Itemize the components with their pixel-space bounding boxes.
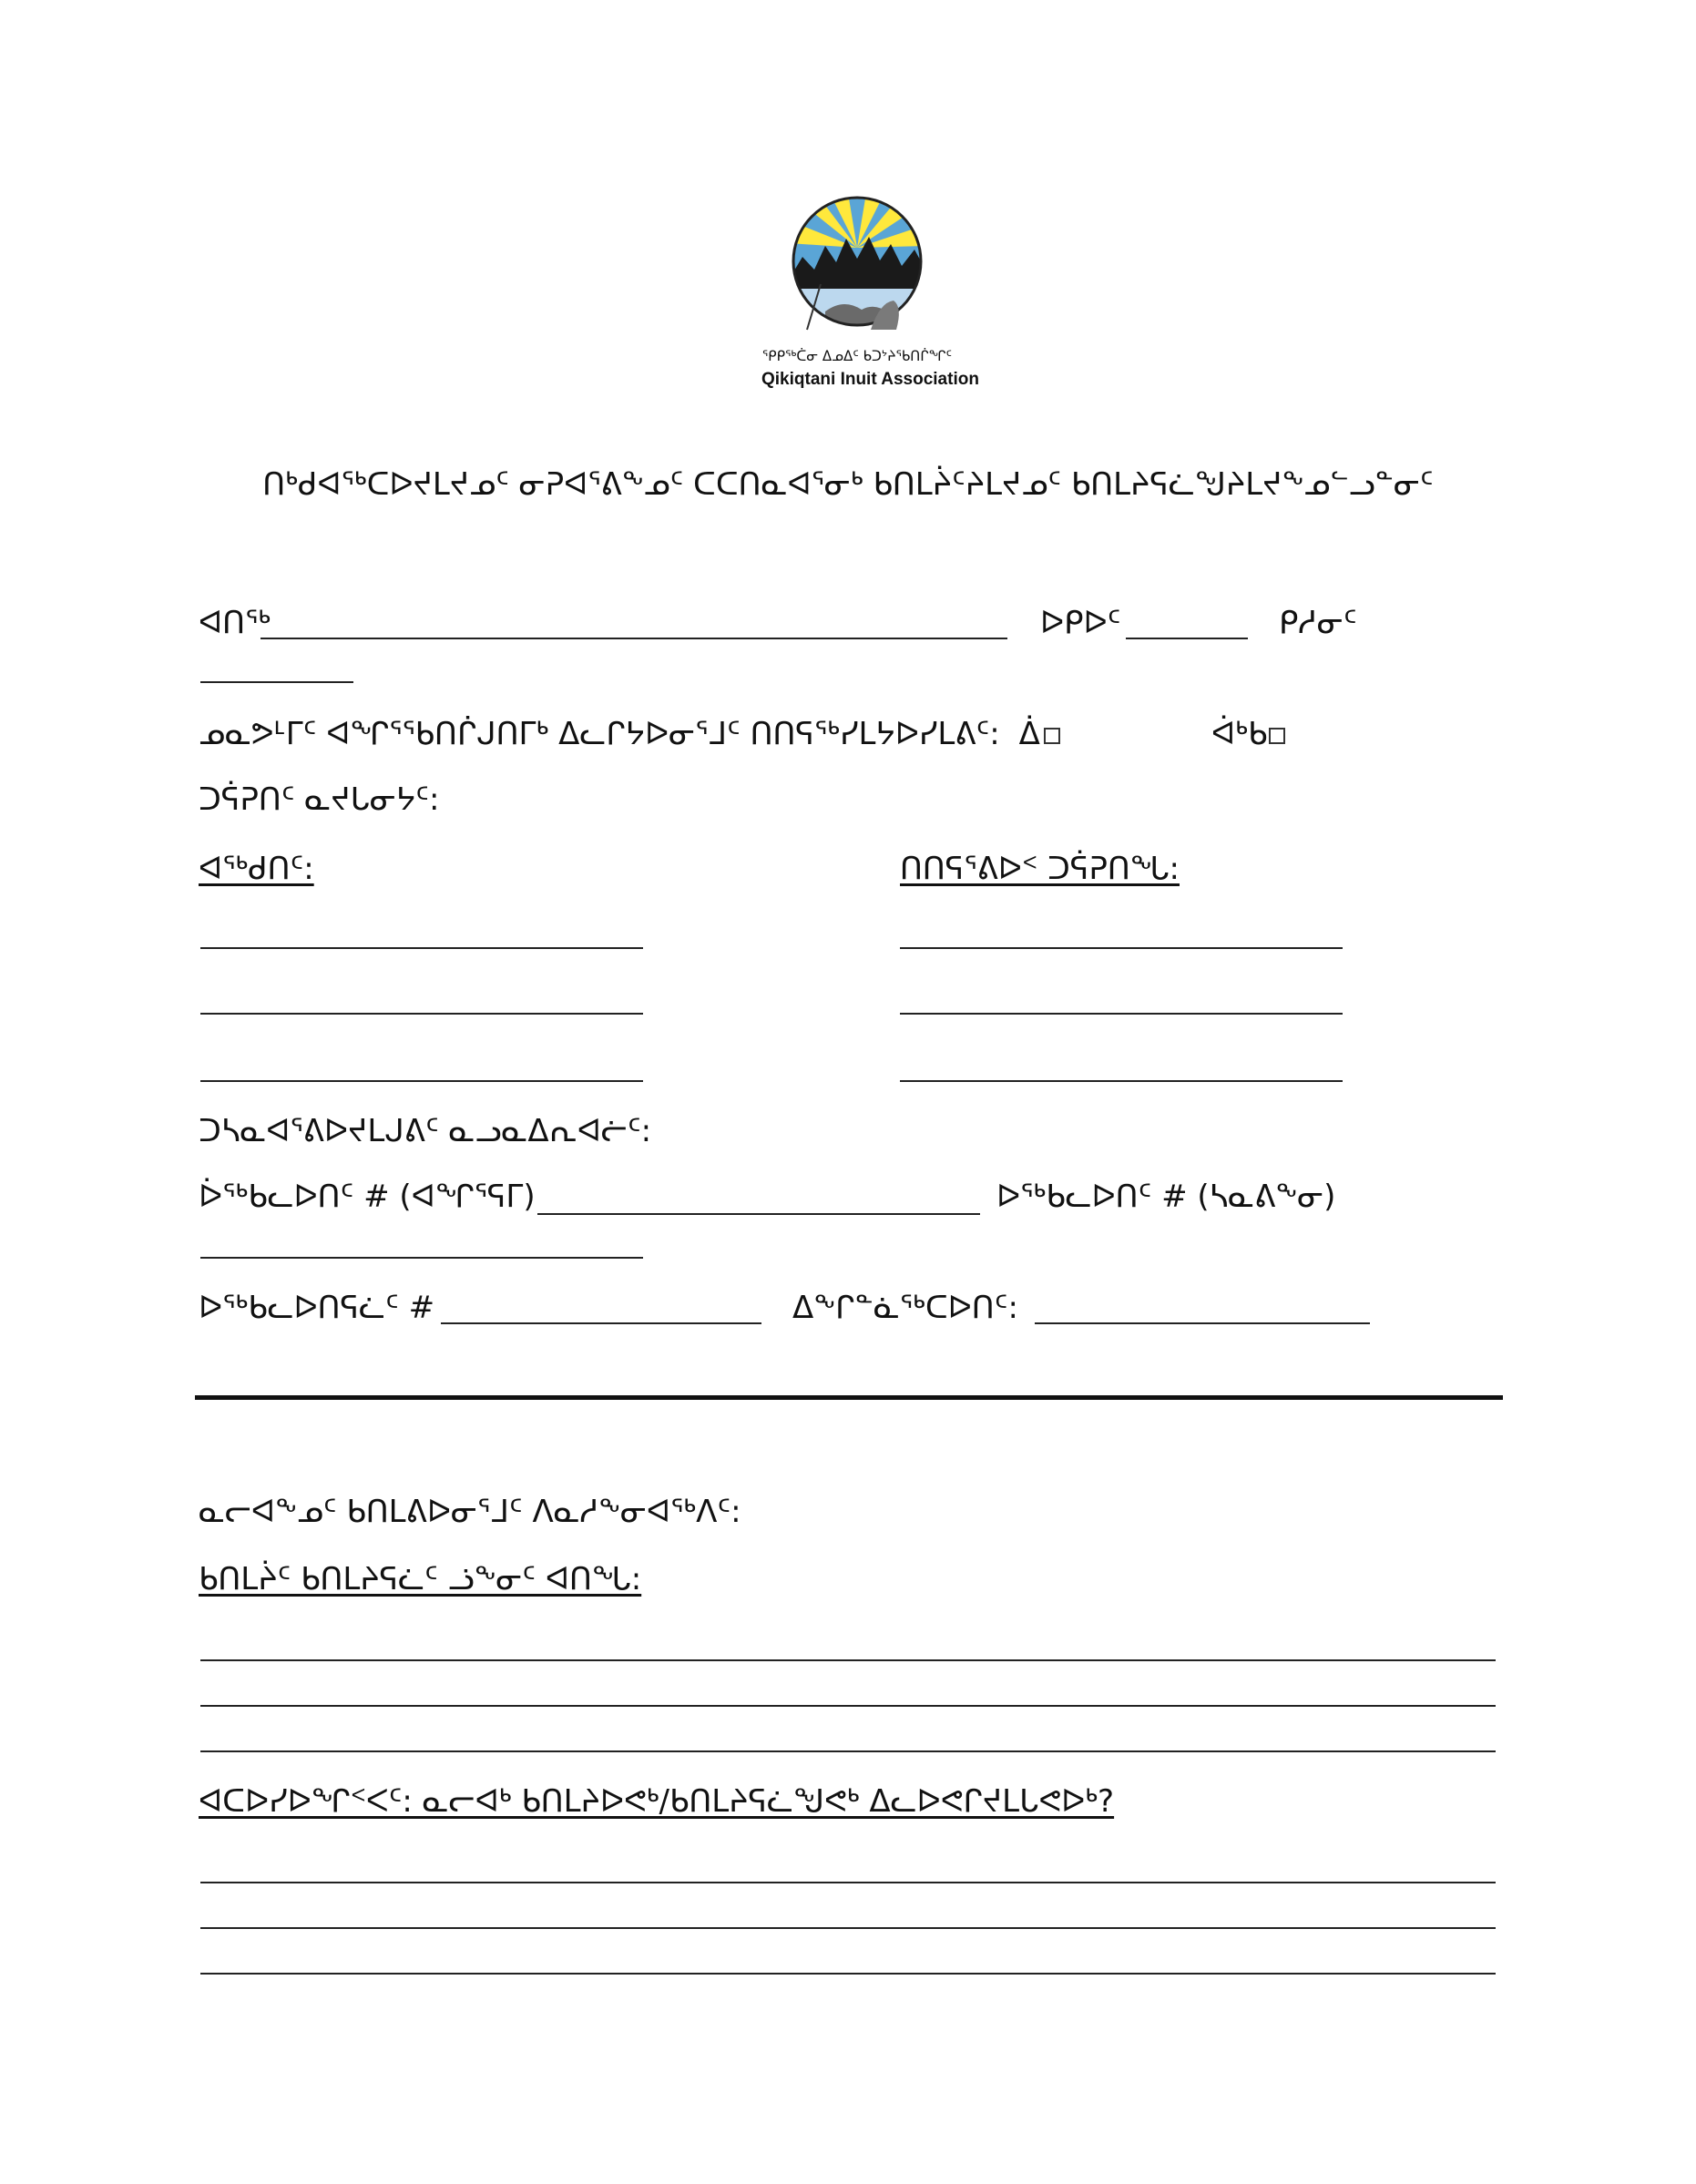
committee-label: ᑲᑎᒪᔩᑦ ᑲᑎᒪᔨᕋᓛᑦ ᓘᖕᓂᑦ ᐊᑎᖓ: xyxy=(199,1561,642,1597)
question-answer-field[interactable] xyxy=(200,1927,1496,1929)
question-answer-field[interactable] xyxy=(200,1973,1496,1975)
name-label: ᐊᑎᖅ xyxy=(199,605,271,641)
beneficiary-question xyxy=(199,716,1060,752)
page-title: ᑎᒃᑯᐊᖅᑕᐅᔪᒪᔪᓄᑦ ᓂᕈᐊᕐᕕᖕᓄᑦ ᑕᑕᑎᓇᐊᕐᓂᒃ ᑲᑎᒪᔩᑦᔨᒪᔪᓄᑦ ᑲᑎᒪᔨᕋᓛᖑᔨᒪᔪᖕᓄᓪᓗᓐᓂᑦ xyxy=(262,466,1434,503)
community-label: ᑭᓱᓂᑦ xyxy=(1279,605,1357,641)
question-answer-field[interactable] xyxy=(200,1882,1496,1883)
phone-work-label: ᐅᖅᑲᓚᐅᑎᑦ # (ᓴᓇᕕᖕᓂ) xyxy=(996,1179,1336,1215)
experience-col1-header: ᐊᖅᑯᑎᑦ: xyxy=(199,851,314,887)
email-field[interactable] xyxy=(1035,1322,1370,1324)
experience-field[interactable] xyxy=(200,947,643,949)
section-divider xyxy=(195,1395,1503,1400)
logo-syllabics: ᕿᑭᖅᑖᓂ ᐃᓄᐃᑦ ᑲᑐᔾᔨᖃᑎᒌᖏᑦ xyxy=(761,348,953,364)
name-field[interactable] xyxy=(261,638,1007,639)
experience-heading: ᑐᕌᕈᑎᑦ ᓇᔪᒐᓂᔭᑦ: xyxy=(199,781,440,818)
phone-home-label: ᐆᖅᑲᓚᐅᑎᑦ # (ᐊᖏᕐᕋᒥ) xyxy=(199,1179,536,1215)
experience-field[interactable] xyxy=(200,1080,643,1082)
phone-home-field[interactable] xyxy=(537,1213,980,1215)
committee-field[interactable] xyxy=(200,1750,1496,1752)
section2-heading: ᓇᓕᐊᖕᓄᑦ ᑲᑎᒪᕕᐅᓂᕐᒧᑦ ᐱᓇᓱᖕᓂᐊᖅᐱᑦ: xyxy=(199,1494,741,1530)
committee-field[interactable] xyxy=(200,1659,1496,1661)
age-field[interactable] xyxy=(1126,638,1248,639)
experience-field[interactable] xyxy=(900,1080,1343,1082)
yes-option-label: ᐄ xyxy=(1018,716,1040,752)
logo-name: Qikiqtani Inuit Association xyxy=(761,370,979,389)
logo-emblem-icon xyxy=(789,193,925,348)
experience-field[interactable] xyxy=(900,947,1343,949)
contact-heading: ᑐᓴᓇᐊᕐᕕᐅᔪᒪᒍᕕᑦ ᓇᓗᓇᐃᕆᐊᓖᑦ: xyxy=(199,1113,652,1149)
experience-field[interactable] xyxy=(900,1013,1343,1015)
no-option xyxy=(1211,716,1285,752)
email-label: ᐃᖕᒋᓐᓈᖅᑕᐅᑎᑦ: xyxy=(792,1290,1018,1326)
experience-field[interactable] xyxy=(200,1013,643,1015)
phone-work-field[interactable] xyxy=(200,1257,643,1259)
beneficiary-label: ᓄᓇᕗᒻᒥᑦ ᐊᖏᕐᖃᑎᒌᒍᑎᒥᒃ ᐃᓚᒋᔭᐅᓂᕐᒧᑦ ᑎᑎᕋᖅᓯᒪᔭᐅᓯᒪᕕᑦ: xyxy=(199,716,1000,752)
experience-col2-header: ᑎᑎᕋᕐᕕᐅᑉ ᑐᕌᕈᑎᖓ: xyxy=(900,851,1180,887)
yes-checkbox[interactable] xyxy=(1044,728,1060,744)
age-label: ᐅᑭᐅᑦ xyxy=(1040,605,1121,641)
no-checkbox[interactable] xyxy=(1269,728,1285,744)
community-field[interactable] xyxy=(200,681,353,683)
fax-label: ᐅᖅᑲᓚᐅᑎᕋᓛᑦ # xyxy=(199,1290,435,1326)
committee-field[interactable] xyxy=(200,1705,1496,1707)
no-option-label: ᐋᒃᑲ xyxy=(1211,716,1268,752)
fax-field[interactable] xyxy=(441,1322,761,1324)
logo xyxy=(761,193,979,393)
question-label: ᐊᑕᐅᓯᐅᖏᑉᐸᑦ: ᓇᓕᐊᒃ ᑲᑎᒪᔨᐅᕙᒃ/ᑲᑎᒪᔨᕋᓛᖑᕙᒃ ᐃᓚᐅᕙᒋᔪᒪᒐᕙᐅᒃ? xyxy=(199,1783,1115,1820)
